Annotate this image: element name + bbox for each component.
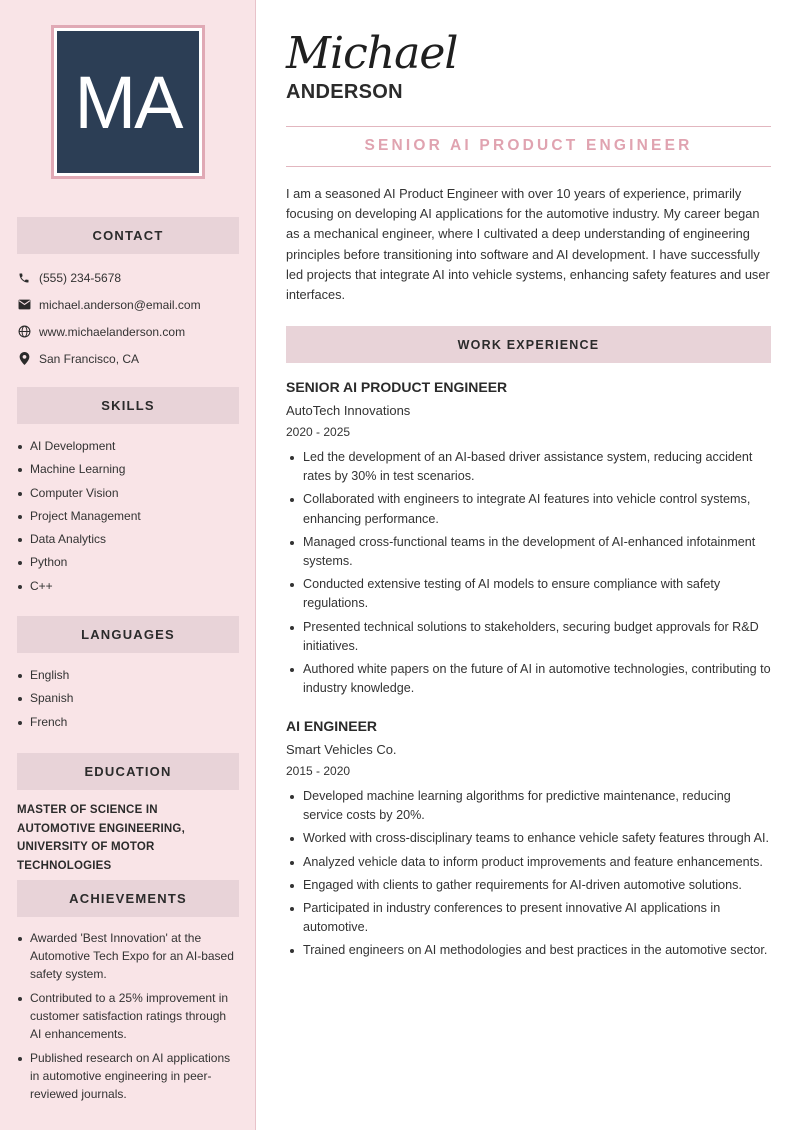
languages-section [17, 616, 239, 734]
last-name: ANDERSON [286, 81, 403, 103]
title-rule-bottom [286, 166, 771, 167]
education-section [17, 753, 239, 875]
job-bullet: Led the development of an AI-based driver assistance system, reducing accident rates by 30% in test scenarios. [286, 448, 771, 486]
contact-section [17, 217, 239, 372]
work-experience-heading: WORK EXPERIENCE [286, 326, 771, 363]
language-item: English [17, 664, 239, 687]
title-rule-top [286, 126, 771, 127]
languages-list [17, 664, 239, 734]
contact-email-text[interactable]: michael.anderson@email.com [39, 297, 201, 312]
education-heading: EDUCATION [17, 753, 239, 790]
skill-item: Data Analytics [17, 528, 239, 551]
achievement-item: Published research on AI applications in automotive engineering in peer-reviewed journals. [17, 1049, 239, 1103]
skill-item: Python [17, 551, 239, 574]
job-bullet: Collaborated with engineers to integrate AI features into vehicle control systems, enhancing performance. [286, 490, 771, 528]
contact-heading: CONTACT [17, 217, 239, 254]
contact-phone [17, 264, 239, 291]
achievements-heading: ACHIEVEMENTS [17, 880, 239, 917]
job-role: SENIOR AI PRODUCT ENGINEER [286, 379, 508, 395]
skill-item: C++ [17, 575, 239, 598]
job-bullet: Managed cross-functional teams in the development of AI-enhanced infotainment systems. [286, 533, 771, 571]
contact-email [17, 291, 239, 318]
skills-list [17, 435, 239, 598]
job-bullet: Engaged with clients to gather requirements for AI-driven automotive solutions. [286, 876, 771, 895]
mail-icon [17, 298, 31, 312]
first-name: Michael [286, 28, 458, 79]
job-bullet: Developed machine learning algorithms for predictive maintenance, reducing service costs by 20%. [286, 787, 771, 825]
achievements-section [17, 880, 239, 1109]
job-dates: 2020 - 2025 [286, 425, 351, 439]
contact-website-text[interactable]: www.michaelanderson.com [39, 324, 186, 339]
achievement-item: Contributed to a 25% improvement in customer satisfaction ratings through AI enhancements. [17, 989, 239, 1043]
job-bullet: Trained engineers on AI methodologies and best practices in the automotive sector. [286, 941, 771, 960]
education-degree: MASTER OF SCIENCE IN AUTOMOTIVE ENGINEERING, UNIVERSITY OF MOTOR TECHNOLOGIES [17, 804, 185, 872]
language-item: French [17, 711, 239, 734]
job-role: AI ENGINEER [286, 718, 378, 734]
job-bullet: Presented technical solutions to stakeholders, securing budget approvals for R&D initiatives. [286, 618, 771, 656]
job-bullet: Participated in industry conferences to present innovative AI applications in automotive. [286, 899, 771, 937]
achievement-item: Awarded 'Best Innovation' at the Automotive Tech Expo for an AI-based safety system. [17, 929, 239, 983]
job-responsibilities [286, 787, 771, 961]
job-bullet: Conducted extensive testing of AI models to ensure compliance with safety regulations. [286, 575, 771, 613]
skills-heading: SKILLS [17, 387, 239, 424]
contact-list [17, 264, 239, 372]
skill-item: Machine Learning [17, 458, 239, 481]
job-bullet: Worked with cross-disciplinary teams to enhance vehicle safety features through AI. [286, 829, 771, 848]
skill-item: Computer Vision [17, 482, 239, 505]
achievements-list [17, 929, 239, 1103]
job-bullet: Authored white papers on the future of AI in automotive technologies, contributing to industry knowledge. [286, 660, 771, 698]
phone-icon [17, 271, 31, 285]
job-entry [286, 379, 771, 702]
job-entry [286, 718, 771, 965]
languages-heading: LANGUAGES [17, 616, 239, 653]
monogram-frame [51, 25, 205, 179]
sidebar [0, 0, 256, 1130]
job-company: Smart Vehicles Co. [286, 742, 397, 757]
skill-item: AI Development [17, 435, 239, 458]
job-company: AutoTech Innovations [286, 403, 411, 418]
job-title: SENIOR AI PRODUCT ENGINEER [364, 137, 693, 154]
skill-item: Project Management [17, 505, 239, 528]
language-item: Spanish [17, 687, 239, 710]
skills-section [17, 387, 239, 598]
job-bullet: Analyzed vehicle data to inform product improvements and feature enhancements. [286, 853, 771, 872]
location-pin-icon [17, 352, 31, 366]
job-dates: 2015 - 2020 [286, 764, 351, 778]
contact-website [17, 318, 239, 345]
contact-location-text: San Francisco, CA [39, 351, 140, 366]
contact-location [17, 345, 239, 372]
summary: I am a seasoned AI Product Engineer with over 10 years of experience, primarily focusing on developing AI applications for the automotive industry. My career began as a mechanical engineer, where I cultivated a deep understanding of engineering principles before transitioning into software and AI development. I have successfully led projects that integrate AI into vehicle systems, enhancing safety features and user interfaces. [286, 186, 770, 303]
contact-phone-text[interactable]: (555) 234-5678 [39, 270, 122, 285]
job-responsibilities [286, 448, 771, 698]
globe-icon [17, 325, 31, 339]
monogram: MA [57, 31, 199, 173]
